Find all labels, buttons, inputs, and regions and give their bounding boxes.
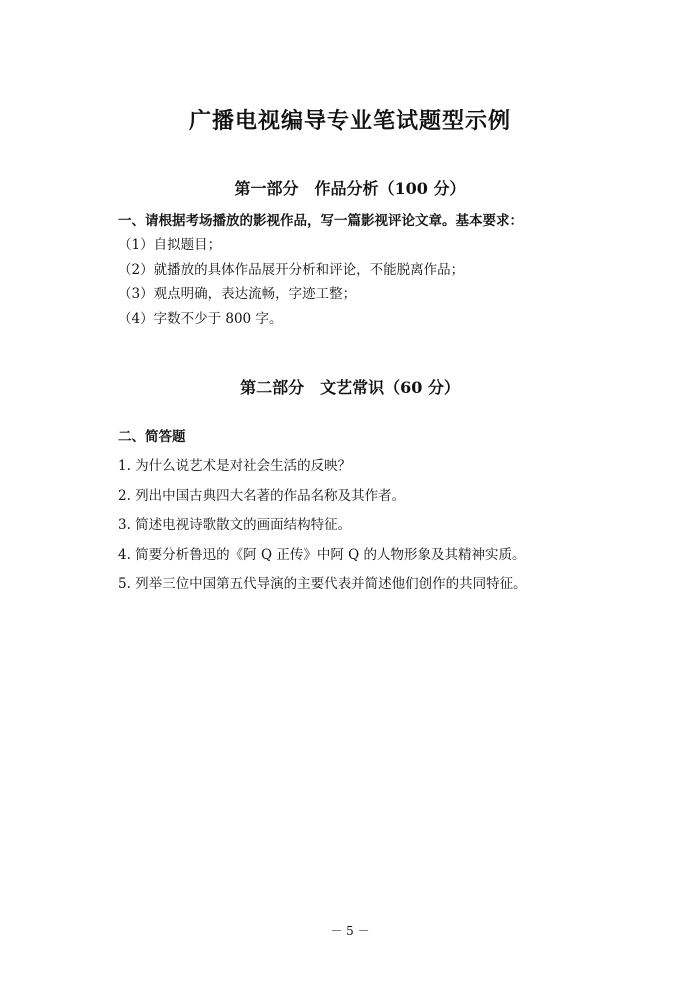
page-number: － 5 －: [330, 924, 370, 938]
list-item: （4）字数不少于 800 字。: [118, 310, 283, 327]
list-item: （2）就播放的具体作品展开分析和评论，不能脱离作品；: [118, 261, 465, 278]
list-item: （3）观点明确，表达流畅，字迹工整；: [118, 286, 357, 302]
part1-question: 一、请根据考场播放的影视作品，写一篇影视评论文章。基本要求：: [118, 213, 523, 229]
part2-heading: 第二部分 文艺常识（60 分）: [240, 378, 460, 397]
part1-heading: 第一部分 作品分析（100 分）: [234, 179, 466, 198]
part2-question: 二、简答题: [118, 429, 186, 445]
short-answer-list: [118, 452, 527, 600]
list-item: 5. 列举三位中国第五代导演的主要代表并简述他们创作的共同特征。: [118, 576, 527, 592]
list-item: （1）自拟题目；: [118, 237, 222, 253]
document-title: 广播电视编导专业笔试题型示例: [188, 108, 511, 134]
list-item: 1. 为什么说艺术是对社会生活的反映？: [118, 458, 352, 474]
list-item: 2. 列出中国古典四大名著的作品名称及其作者。: [118, 487, 406, 504]
list-item: 3. 简述电视诗歌散文的画面结构特征。: [118, 517, 352, 533]
requirements-list: [118, 233, 464, 331]
list-item: 4. 简要分析鲁迅的《阿 Q 正传》中阿 Q 的人物形象及其精神实质。: [118, 546, 526, 563]
